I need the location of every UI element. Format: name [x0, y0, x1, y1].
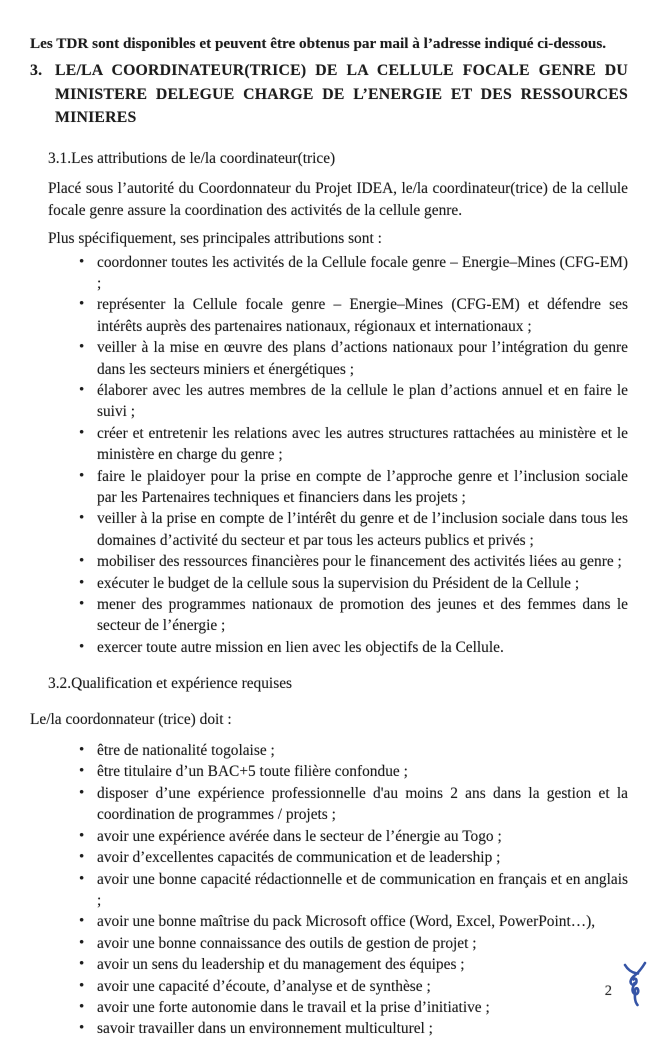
qualification-item: • avoir une bonne connaissance des outils de gestion de projet ;: [78, 933, 628, 954]
subsection-3-2-heading: 3.2.Qualification et expérience requises: [48, 675, 293, 693]
attributions-intro-paragraph: Placé sous l’autorité du Coordonnateur du Projet IDEA, le/la coordinateur(trice) de la cellule focale genre assure la coordination des activités de la cellule genre.: [48, 180, 628, 219]
qualifications-list-lead: Le/la coordonnateur (trice) doit :: [30, 710, 232, 728]
qualification-item: • avoir une bonne capacité rédactionnelle et de communication en français et en anglais ;: [78, 869, 628, 912]
qualification-item: • avoir une forte autonomie dans le travail et la prise d’initiative ;: [78, 997, 628, 1018]
attribution-item: • veiller à la mise en œuvre des plans d’actions nationaux pour l’intégration du genre dans les secteurs miniers et énergétiques ;: [78, 337, 628, 380]
section-3-heading: [30, 59, 628, 130]
qualification-item: • avoir une capacité d’écoute, d’analyse et de synthèse ;: [78, 976, 628, 997]
qualification-item: • avoir une expérience avérée dans le secteur de l’énergie au Togo ;: [78, 826, 628, 847]
attribution-item: • représenter la Cellule focale genre – Energie–Mines (CFG-EM) et défendre ses intérêts auprès des partenaires nationaux, régionaux et internationaux ;: [78, 294, 628, 337]
subsection-3-1-heading: 3.1.Les attributions de le/la coordinateur(trice): [48, 149, 336, 167]
handwritten-initials-icon: [621, 961, 651, 1011]
attribution-item: • mener des programmes nationaux de promotion des jeunes et des femmes dans le secteur de l’énergie ;: [78, 594, 628, 637]
qualification-item: • avoir une bonne maîtrise du pack Microsoft office (Word, Excel, PowerPoint…),: [78, 911, 628, 932]
attribution-item: • faire le plaidoyer pour la prise en compte de l’approche genre et l’inclusion sociale par les Partenaires techniques et financiers dans les projets ;: [78, 466, 628, 509]
qualification-item: • avoir d’excellentes capacités de communication et de leadership ;: [78, 847, 628, 868]
qualification-item: • être de nationalité togolaise ;: [78, 740, 628, 761]
attribution-item: • mobiliser des ressources financières pour le financement des activités liées au genre ;: [78, 551, 628, 572]
attributions-list: [78, 252, 628, 659]
attribution-item: • exercer toute autre mission en lien avec les objectifs de la Cellule.: [78, 637, 628, 658]
attribution-item: • coordonner toutes les activités de la Cellule focale genre – Energie–Mines (CFG-EM) ;: [78, 252, 628, 295]
attribution-item: • élaborer avec les autres membres de la cellule le plan d’actions annuel et en faire le suivi ;: [78, 380, 628, 423]
intro-note: Les TDR sont disponibles et peuvent être obtenus par mail à l’adresse indiqué ci-dessous.: [30, 35, 607, 52]
qualifications-list: [78, 740, 628, 1040]
attribution-item: • créer et entretenir les relations avec les autres structures rattachées au ministère et le ministère en charge du genre ;: [78, 423, 628, 466]
attributions-list-lead: Plus spécifiquement, ses principales attributions sont :: [48, 230, 382, 248]
qualification-item: • être titulaire d’un BAC+5 toute filière confondue ;: [78, 761, 628, 782]
qualification-item: • disposer d’une expérience professionnelle d'au moins 2 ans dans la gestion et la coordination de programmes / projets ;: [78, 783, 628, 826]
section-3-title: LE/LA COORDINATEUR(TRICE) DE LA CELLULE FOCALE GENRE DU MINISTERE DELEGUE CHARGE DE L’ENERGIE ET DES RESSOURCES MINIERES: [55, 62, 628, 127]
page-number: 2: [604, 982, 612, 999]
attribution-item: • exécuter le budget de la cellule sous la supervision du Président de la Cellule ;: [78, 573, 628, 594]
qualification-item: • avoir un sens du leadership et du management des équipes ;: [78, 954, 628, 975]
attribution-item: • veiller à la prise en compte de l’intérêt du genre et de l’inclusion sociale dans tous les domaines d’activité du secteur et par tous les acteurs publics et privés ;: [78, 508, 628, 551]
handwritten-initials-strokes: [625, 963, 645, 1005]
qualification-item: • savoir travailler dans un environnement multiculturel ;: [78, 1018, 628, 1039]
section-3-number: 3.: [30, 62, 43, 80]
